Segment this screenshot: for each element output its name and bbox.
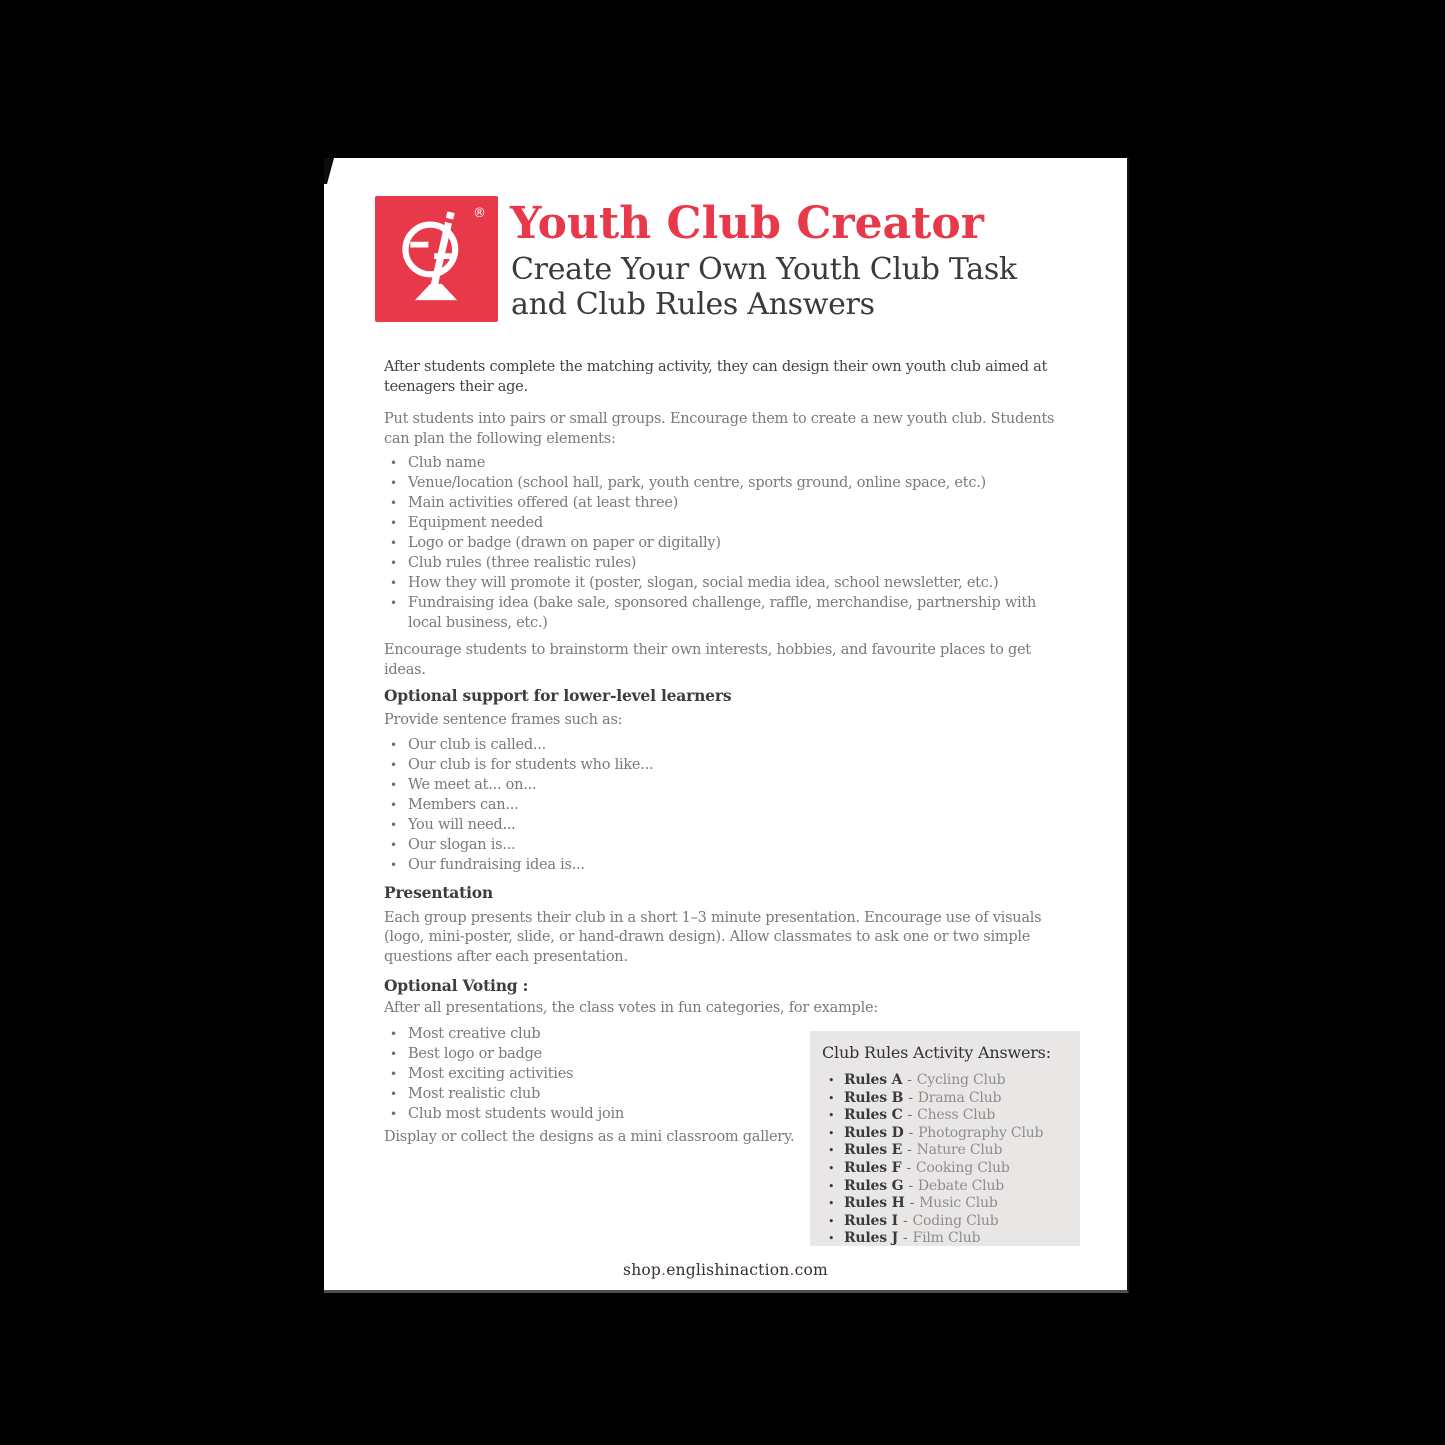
bullet-icon: • (828, 1091, 835, 1105)
worksheet-page (324, 158, 1129, 1293)
presentation-paragraph: Each group presents their club in a short 1–3 minute presentation. Encourage use of visuals (logo, mini-poster, slide, or hand-drawn design). Allow classmates to ask one or two simple questions after each presentation. (384, 909, 1042, 965)
footer-url-domain: englishinaction (666, 1261, 790, 1279)
sentence-frame-item: • Our club is called... (384, 735, 1067, 755)
voting-intro: After all presentations, the class votes in fun categories, for example: (384, 1000, 878, 1016)
answers-box (810, 1031, 1080, 1246)
page-subtitle-line1: Create Your Own Youth Club Task (511, 252, 1017, 287)
bullet-icon: • (390, 596, 397, 610)
club-elements-list (384, 453, 1067, 633)
club-element-item: • How they will promote it (poster, slogan, social media idea, school newsletter, etc.) (384, 573, 1067, 593)
club-element-item: • Main activities offered (at least three) (384, 493, 1067, 513)
footer-url-shop: shop (623, 1261, 662, 1279)
bullet-icon: • (828, 1074, 835, 1087)
eia-logo (375, 196, 498, 322)
answer-item: • Rules J - Film Club (822, 1230, 1070, 1248)
main-content (324, 358, 1127, 1147)
club-element-item: • Venue/location (school hall, park, youth centre, sports ground, online space, etc.) (384, 473, 1067, 493)
bullet-icon: • (390, 576, 397, 590)
sentence-frames-list (384, 735, 1067, 875)
club-element-item: • Fundraising idea (bake sale, sponsored challenge, raffle, merchandise, partnership with local business, etc.) (384, 593, 1067, 633)
voting-category-item: • Most realistic club (384, 1084, 1067, 1104)
sentence-frame-item: • Our slogan is... (384, 835, 1067, 855)
voting-category-item: • Best logo or badge (384, 1044, 1067, 1064)
header (375, 196, 1127, 322)
club-element-item: • Equipment needed (384, 513, 1067, 533)
support-heading: Optional support for lower-level learners (384, 686, 732, 705)
voting-category-item: • Most exciting activities (384, 1064, 1067, 1084)
bullet-icon: • (828, 1179, 835, 1193)
bullet-icon: • (828, 1161, 835, 1175)
answer-item: • Rules A - Cycling Club (822, 1072, 1070, 1090)
bullet-icon: • (390, 837, 397, 852)
sentence-frame-item: • Our fundraising idea is... (384, 855, 1067, 875)
answer-item: • Rules F - Cooking Club (822, 1160, 1070, 1178)
answer-item: • Rules D - Photography Club (822, 1125, 1070, 1143)
footer-url (324, 1261, 1127, 1279)
registered-mark-icon: ® (473, 206, 486, 221)
bullet-icon: • (390, 817, 397, 832)
bullet-icon: • (390, 496, 397, 510)
bullet-icon: • (390, 1026, 397, 1041)
page-subtitle (511, 252, 1017, 322)
answers-box-title: Club Rules Activity Answers: (822, 1043, 1051, 1062)
bullet-icon: • (390, 857, 397, 872)
bullet-icon: • (390, 797, 397, 812)
club-element-item: • Club rules (three realistic rules) (384, 553, 1067, 573)
answer-item: • Rules G - Debate Club (822, 1178, 1070, 1196)
club-element-item: • Logo or badge (drawn on paper or digitally) (384, 533, 1067, 553)
club-element-item: • Club name (384, 453, 1067, 473)
bullet-icon: • (390, 757, 397, 772)
bullet-icon: • (390, 1046, 397, 1061)
bullet-icon: • (390, 476, 397, 490)
gallery-paragraph: Display or collect the designs as a mini classroom gallery. (384, 1128, 795, 1145)
sentence-frame-item: • You will need... (384, 815, 1067, 835)
bullet-icon: • (390, 536, 397, 550)
bullet-icon: • (828, 1144, 835, 1158)
footer-url-dot: . (661, 1261, 667, 1279)
answer-item: • Rules I - Coding Club (822, 1213, 1070, 1231)
presentation-heading: Presentation (384, 882, 493, 902)
brainstorm-paragraph: Encourage students to brainstorm their own interests, hobbies, and favourite places to get ideas. (384, 642, 1031, 678)
bullet-icon: • (828, 1126, 835, 1140)
answer-item: • Rules B - Drama Club (822, 1090, 1070, 1108)
bullet-icon: • (390, 737, 397, 752)
sentence-frame-item: • Our club is for students who like... (384, 755, 1067, 775)
bullet-icon: • (828, 1214, 835, 1228)
bullet-icon: • (390, 456, 397, 470)
eia-globe-icon (394, 211, 480, 307)
sentence-frame-item: • We meet at... on... (384, 775, 1067, 795)
bullet-icon: • (390, 777, 397, 792)
setup-paragraph: Put students into pairs or small groups. Encourage them to create a new youth club. Students can plan the following elements: (384, 411, 1055, 447)
bullet-icon: • (828, 1197, 835, 1211)
intro-paragraph: After students complete the matching activity, they can design their own youth club aimed at teenagers their age. (384, 359, 1048, 395)
footer-url-tld: com (794, 1261, 828, 1279)
sentence-frame-item: • Members can... (384, 795, 1067, 815)
answers-list (822, 1072, 1070, 1248)
page-title: Youth Club Creator (510, 198, 984, 249)
answer-item: • Rules C - Chess Club (822, 1107, 1070, 1125)
bullet-icon: • (390, 1106, 397, 1121)
answer-item: • Rules H - Music Club (822, 1195, 1070, 1213)
bullet-icon: • (828, 1232, 835, 1246)
title-block (510, 196, 1017, 322)
support-intro: Provide sentence frames such as: (384, 712, 623, 728)
page-corner-fold (324, 158, 334, 184)
bullet-icon: • (390, 1066, 397, 1081)
page-subtitle-line2: and Club Rules Answers (511, 287, 875, 322)
voting-category-item: • Most creative club (384, 1024, 1067, 1044)
bullet-icon: • (390, 1086, 397, 1101)
answer-item: • Rules E - Nature Club (822, 1142, 1070, 1160)
footer-url-dot: . (789, 1261, 795, 1279)
bullet-icon: • (390, 556, 397, 570)
bullet-icon: • (828, 1109, 835, 1123)
voting-heading: Optional Voting : (384, 976, 529, 995)
voting-category-item: • Club most students would join (384, 1104, 1067, 1124)
bullet-icon: • (390, 516, 397, 530)
